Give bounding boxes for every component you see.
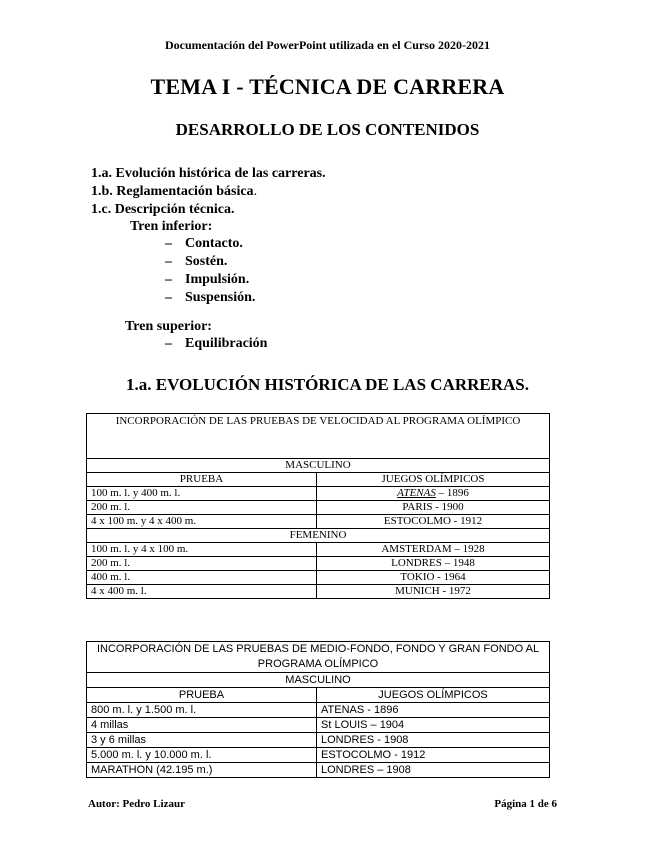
cell-juego: LONDRES – 1908: [317, 763, 550, 778]
toc-inferior-label: Suspensión.: [185, 290, 256, 305]
cell-juego: ESTOCOLMO - 1912: [317, 748, 550, 763]
cell-juego: PARIS - 1900: [317, 501, 550, 515]
cell-prueba: 4 x 400 m. l.: [87, 585, 317, 599]
cell-juego: ATENAS - 1896: [317, 703, 550, 718]
toc-inferior-item: [165, 235, 243, 253]
toc-inferior-label: Contacto.: [185, 236, 243, 251]
footer-author: Autor: Pedro Lizaur: [88, 798, 185, 810]
toc-item-3: 1.c. Descripción técnica.: [91, 202, 235, 217]
column-header-prueba: PRUEBA: [87, 688, 317, 703]
section-masculino: MASCULINO: [87, 459, 550, 473]
table-row: [87, 487, 550, 501]
table-row: [87, 501, 550, 515]
bullet-dash: –: [165, 272, 172, 287]
bullet-dash: –: [165, 290, 172, 305]
page-subtitle: DESARROLLO DE LOS CONTENIDOS: [175, 120, 480, 139]
document-header: Documentación del PowerPoint utilizada en el Curso 2020-2021: [165, 38, 490, 52]
toc-inferior-item: [165, 271, 249, 289]
cell-prueba: 100 m. l. y 4 x 100 m.: [87, 543, 317, 557]
table-row: [87, 763, 550, 778]
toc-inferior-label: Sostén.: [185, 254, 228, 269]
toc-inferior-item: [165, 253, 227, 271]
toc-item-1: 1.a. Evolución histórica de las carreras.: [91, 166, 326, 181]
section-masculino: MASCULINO: [87, 673, 550, 688]
cell-juego: ESTOCOLMO - 1912: [317, 515, 550, 529]
cell-prueba: 200 m. l.: [87, 557, 317, 571]
table-caption-row: [87, 642, 550, 673]
table-caption-row: [87, 414, 550, 459]
cell-prueba: 3 y 6 millas: [87, 733, 317, 748]
table-row: [87, 748, 550, 763]
table-row: [87, 515, 550, 529]
section-femenino: FEMENINO: [87, 529, 550, 543]
bullet-dash: –: [165, 254, 172, 269]
column-header-juegos: JUEGOS OLÍMPICOS: [317, 688, 550, 703]
cell-prueba: MARATHON (42.195 m.): [87, 763, 317, 778]
toc-item-2-dot: .: [253, 184, 258, 199]
cell-prueba: 4 x 100 m. y 4 x 400 m.: [87, 515, 317, 529]
table-caption: INCORPORACIÓN DE LAS PRUEBAS DE VELOCIDAD AL PROGRAMA OLÍMPICO: [87, 414, 550, 459]
toc-inferior-label: Impulsión.: [185, 272, 250, 287]
cell-juego-year: – 1896: [435, 487, 469, 499]
toc-superior-label: Equilibración: [185, 336, 268, 351]
table-row: [87, 557, 550, 571]
table-row: [87, 733, 550, 748]
bullet-dash: –: [165, 336, 172, 351]
footer-page-number: Página 1 de 6: [494, 798, 557, 810]
cell-juego: LONDRES – 1948: [317, 557, 550, 571]
table-header-row: [87, 473, 550, 487]
cell-prueba: 5.000 m. l. y 10.000 m. l.: [87, 748, 317, 763]
column-header-prueba: PRUEBA: [87, 473, 317, 487]
cell-prueba: 200 m. l.: [87, 501, 317, 515]
cell-juego: TOKIO - 1964: [317, 571, 550, 585]
toc-inferior-item: [165, 289, 255, 307]
cell-juego-link-text: ATENAS: [397, 487, 436, 499]
toc-tren-superior: Tren superior:: [125, 319, 212, 334]
velocidad-table: [86, 413, 550, 599]
cell-prueba: 800 m. l. y 1.500 m. l.: [87, 703, 317, 718]
toc-item-2-label: 1.b. Reglamentación básica: [91, 184, 254, 199]
table-row: [87, 543, 550, 557]
table-row: [87, 459, 550, 473]
cell-prueba: 400 m. l.: [87, 571, 317, 585]
table-row: [87, 673, 550, 688]
column-header-juegos: JUEGOS OLÍMPICOS: [317, 473, 550, 487]
fondo-table: [86, 641, 550, 778]
cell-juego: [317, 487, 550, 501]
table-header-row: [87, 688, 550, 703]
toc-item-2: [91, 183, 257, 201]
section-title: 1.a. EVOLUCIÓN HISTÓRICA DE LAS CARRERAS.: [125, 375, 529, 394]
bullet-dash: –: [165, 236, 172, 251]
toc-tren-inferior: Tren inferior:: [130, 219, 213, 234]
table-row: [87, 585, 550, 599]
cell-prueba: 100 m. l. y 400 m. l.: [87, 487, 317, 501]
table-row: [87, 718, 550, 733]
cell-juego: MUNICH - 1972: [317, 585, 550, 599]
table-row: [87, 703, 550, 718]
page-title: TEMA I - TÉCNICA DE CARRERA: [150, 74, 505, 99]
table-row: [87, 529, 550, 543]
table-row: [87, 571, 550, 585]
cell-juego: AMSTERDAM – 1928: [317, 543, 550, 557]
cell-juego: St LOUIS – 1904: [317, 718, 550, 733]
toc-superior-item: [165, 335, 267, 353]
cell-prueba: 4 millas: [87, 718, 317, 733]
table-caption: INCORPORACIÓN DE LAS PRUEBAS DE MEDIO-FONDO, FONDO Y GRAN FONDO AL PROGRAMA OLÍMPICO: [87, 642, 550, 673]
cell-juego: LONDRES - 1908: [317, 733, 550, 748]
